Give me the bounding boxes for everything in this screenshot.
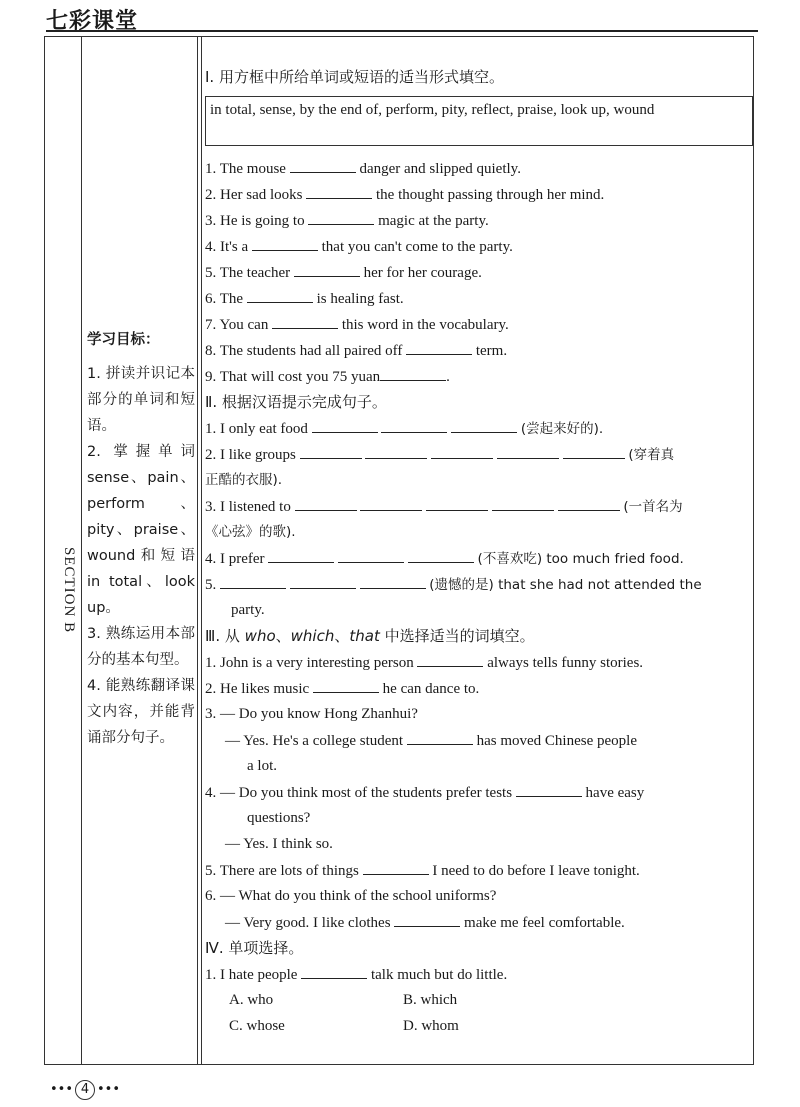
answer-blank[interactable]: [313, 678, 379, 693]
answer-blank[interactable]: [295, 496, 357, 511]
part3-title: Ⅲ. 从 who、which、that 中选择适当的词填空。: [205, 627, 535, 645]
exercise-item: 4. — Do you think most of the students prefer tests have easy: [205, 782, 644, 803]
exercise-continuation: a lot.: [247, 758, 277, 774]
answer-blank[interactable]: [363, 860, 429, 875]
word-box: in total, sense, by the end of, perform, pity, reflect, praise, look up, wound: [205, 96, 753, 146]
goals-column: [81, 37, 198, 1064]
part2-title: Ⅱ. 根据汉语提示完成句子。: [205, 393, 387, 411]
exercise-item: 1. I only eat food (尝起来好的).: [205, 418, 603, 439]
answer-blank[interactable]: [252, 236, 318, 251]
answer-blank[interactable]: [301, 964, 367, 979]
goal-item: 1. 拼读并识记本部分的单词和短语。: [87, 366, 195, 434]
answer-blank[interactable]: [497, 444, 559, 459]
exercise-item: 1. I hate people talk much but do little.: [205, 964, 507, 985]
exercise-item: — Yes. I think so.: [225, 836, 333, 852]
answer-blank[interactable]: [408, 548, 474, 563]
answer-blank[interactable]: [247, 288, 313, 303]
answer-blank[interactable]: [431, 444, 493, 459]
exercise-item: 8. The students had all paired off term.: [205, 340, 507, 361]
exercise-item: 2. I like groups (穿着真: [205, 444, 674, 465]
goal-item: 3. 熟练运用本部分的基本句型。: [87, 626, 195, 668]
exercise-item: 6. — What do you think of the school uniforms?: [205, 888, 497, 904]
answer-blank[interactable]: [290, 158, 356, 173]
section-column: [45, 37, 82, 1064]
exercise-continuation: questions?: [247, 810, 311, 826]
answer-blank[interactable]: [360, 496, 422, 511]
answer-blank[interactable]: [365, 444, 427, 459]
worksheet-frame: [44, 36, 754, 1065]
answer-blank[interactable]: [426, 496, 488, 511]
goal-item: 4. 能熟练翻译课文内容，并能背诵部分句子。: [87, 678, 195, 746]
exercise-item: 1. John is a very interesting person always tells funny stories.: [205, 652, 643, 673]
answer-blank[interactable]: [380, 366, 446, 381]
answer-blank[interactable]: [558, 496, 620, 511]
exercise-item: 7. You can this word in the vocabulary.: [205, 314, 509, 335]
exercise-continuation: party.: [231, 602, 265, 618]
exercise-item: 2. He likes music he can dance to.: [205, 678, 479, 699]
answer-blank[interactable]: [381, 418, 447, 433]
exercise-item: 4. I prefer (不喜欢吃) too much fried food.: [205, 548, 684, 569]
answer-blank[interactable]: [306, 184, 372, 199]
learning-goals: [87, 327, 195, 751]
exercise-item: 3. I listened to (一首名为: [205, 496, 683, 517]
option-d[interactable]: D. whom: [403, 1018, 459, 1034]
header-rule: [46, 30, 758, 32]
exercise-item: 2. Her sad looks the thought passing through her mind.: [205, 184, 604, 205]
exercise-item: 6. The is healing fast.: [205, 288, 404, 309]
exercise-item: 3. — Do you know Hong Zhanhui?: [205, 706, 418, 722]
answer-blank[interactable]: [294, 262, 360, 277]
answer-blank[interactable]: [338, 548, 404, 563]
answer-blank[interactable]: [406, 340, 472, 355]
answer-blank[interactable]: [451, 418, 517, 433]
exercise-item: — Yes. He's a college student has moved Chinese people: [225, 730, 637, 751]
answer-blank[interactable]: [417, 652, 483, 667]
answer-blank[interactable]: [268, 548, 334, 563]
exercise-item: 4. It's a that you can't come to the party.: [205, 236, 513, 257]
answer-blank[interactable]: [272, 314, 338, 329]
exercise-item: 9. That will cost you 75 yuan .: [205, 366, 450, 387]
goal-item: 2. 掌握单词sense、pain、perform、pity、praise、wound和短语 in total、look up。: [87, 444, 195, 616]
option-c[interactable]: C. whose: [229, 1018, 285, 1034]
part1-title: Ⅰ. 用方框中所给单词或短语的适当形式填空。: [205, 68, 504, 86]
answer-blank[interactable]: [360, 574, 426, 589]
exercise-item: 5. (遗憾的是) that she had not attended the: [205, 574, 702, 595]
exercise-item: 1. The mouse danger and slipped quietly.: [205, 158, 521, 179]
logo: 七彩课堂: [46, 9, 139, 34]
exercise-continuation: 《心弦》的歌).: [205, 524, 296, 540]
answer-blank[interactable]: [563, 444, 625, 459]
exercise-continuation: 正酷的衣服).: [205, 472, 283, 488]
part4-title: Ⅳ. 单项选择。: [205, 939, 304, 957]
goals-title: 学习目标：: [87, 332, 160, 348]
column-divider: [201, 37, 202, 1064]
page-number: ••• 4 •••: [50, 1080, 120, 1100]
exercise-item: 3. He is going to magic at the party.: [205, 210, 489, 231]
answer-blank[interactable]: [308, 210, 374, 225]
exercise-item: — Very good. I like clothes make me feel comfortable.: [225, 912, 625, 933]
exercise-item: 5. There are lots of things I need to do before I leave tonight.: [205, 860, 640, 881]
answer-blank[interactable]: [312, 418, 378, 433]
option-b[interactable]: B. which: [403, 992, 458, 1008]
section-label: SECTION B: [61, 547, 77, 634]
answer-blank[interactable]: [394, 912, 460, 927]
option-a[interactable]: A. who: [229, 992, 274, 1008]
answer-blank[interactable]: [220, 574, 286, 589]
answer-blank[interactable]: [492, 496, 554, 511]
answer-blank[interactable]: [516, 782, 582, 797]
answer-blank[interactable]: [407, 730, 473, 745]
answer-blank[interactable]: [290, 574, 356, 589]
exercise-item: 5. The teacher her for her courage.: [205, 262, 482, 283]
answer-blank[interactable]: [300, 444, 362, 459]
